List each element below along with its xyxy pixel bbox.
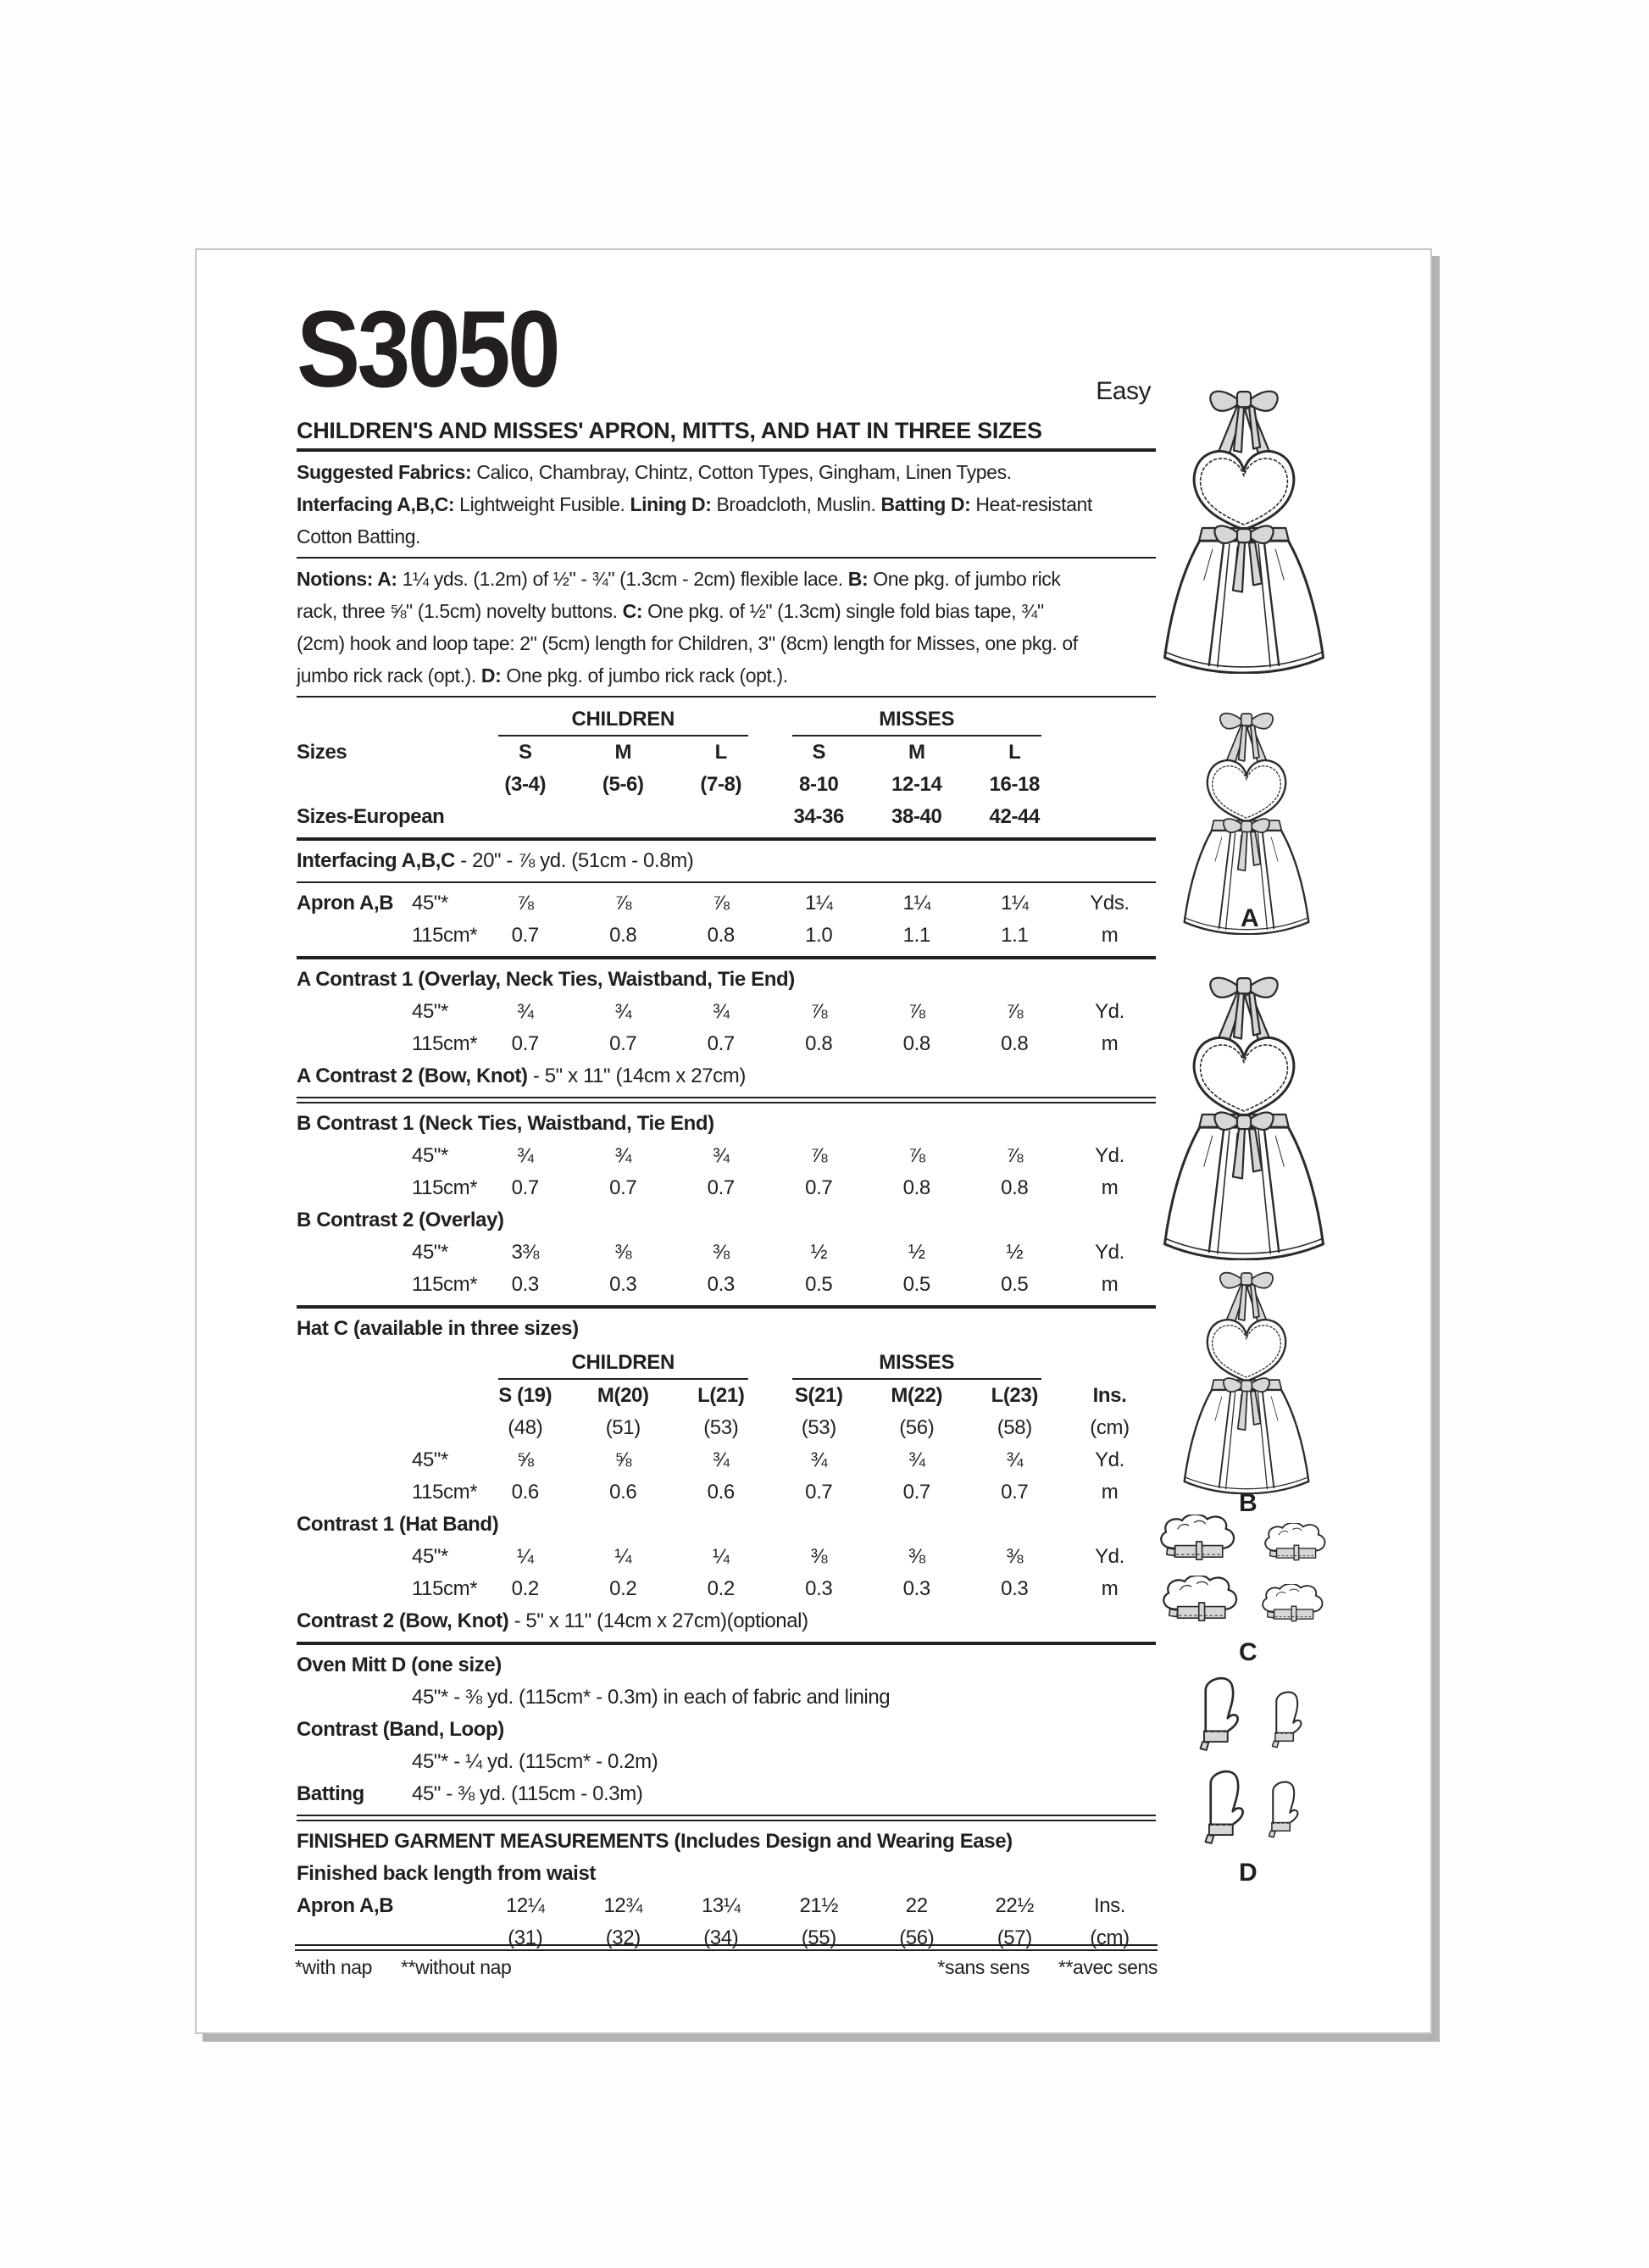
value-cell: 38-40 bbox=[891, 805, 942, 828]
value-cell: (53) bbox=[703, 1416, 739, 1439]
unit-cell: Yd. bbox=[1095, 1448, 1124, 1471]
value-cell: 0.6 bbox=[609, 1481, 637, 1504]
oven-mitt-small-illustration bbox=[1269, 1687, 1303, 1750]
text-segment: Heat-resistant bbox=[970, 493, 1092, 515]
value-cell: ⅜ bbox=[614, 1241, 632, 1264]
unit-cell: Yds. bbox=[1090, 892, 1130, 914]
divider bbox=[297, 696, 1156, 698]
section-heading-line bbox=[297, 845, 1156, 877]
footer-french-notes bbox=[937, 1956, 1158, 1979]
text-segment: Lightweight Fusible. bbox=[454, 493, 630, 515]
value-cell: ¾ bbox=[614, 1144, 632, 1167]
value-cell: 0.6 bbox=[511, 1481, 539, 1504]
difficulty-badge: Easy bbox=[1096, 377, 1151, 405]
view-d-label: D bbox=[1239, 1859, 1258, 1887]
table-row bbox=[297, 1028, 1156, 1060]
value-cell: S(21) bbox=[794, 1384, 843, 1407]
value-cell: L(23) bbox=[991, 1384, 1038, 1407]
value-cell: S bbox=[812, 741, 826, 764]
fabric-width-cell: 115cm* bbox=[412, 1273, 478, 1296]
value-cell: 21½ bbox=[799, 1894, 838, 1917]
value-cell: (58) bbox=[997, 1416, 1032, 1439]
bold-text-segment: B Contrast 2 (Overlay) bbox=[297, 1209, 504, 1231]
value-cell: ⅞ bbox=[1006, 1144, 1024, 1167]
value-cell: (5-6) bbox=[602, 773, 644, 796]
bold-text-segment: A Contrast 2 (Bow, Knot) bbox=[297, 1065, 528, 1087]
text-segment: - 5" x 11" (14cm x 27cm) bbox=[527, 1065, 746, 1087]
value-cell: (56) bbox=[899, 1926, 935, 1949]
chef-hat-small-illustration bbox=[1258, 1584, 1328, 1626]
suggested-fabrics-paragraph bbox=[297, 456, 1156, 553]
content-column bbox=[297, 250, 1156, 1954]
bold-text-segment: Finished back length from waist bbox=[297, 1862, 596, 1885]
bold-text-segment: Suggested Fabrics: bbox=[297, 461, 472, 483]
row-label-cell: Sizes bbox=[297, 741, 347, 764]
garment-line-art bbox=[1146, 369, 1366, 1920]
value-cell: 42-44 bbox=[989, 805, 1040, 828]
misses-group-header: MISSES bbox=[792, 707, 1042, 737]
apron-b-back-illustration bbox=[1176, 1260, 1317, 1494]
table-row bbox=[297, 920, 1156, 952]
value-cell: L bbox=[1008, 741, 1021, 764]
value-cell: ¾ bbox=[908, 1448, 925, 1471]
unit-cell: m bbox=[1101, 1273, 1119, 1296]
section-heading-line bbox=[297, 964, 1156, 996]
value-cell: S (19) bbox=[498, 1384, 552, 1407]
value-cell: 0.8 bbox=[707, 924, 735, 947]
labeled-yardage-line bbox=[297, 1778, 1156, 1810]
value-cell: ⅜ bbox=[1006, 1545, 1024, 1568]
table-row bbox=[297, 1476, 1156, 1509]
chef-hat-small-illustration bbox=[1261, 1523, 1330, 1565]
footer-note: *with nap bbox=[295, 1956, 373, 1978]
table-row bbox=[297, 1380, 1156, 1412]
value-cell: (34) bbox=[703, 1926, 739, 1949]
page-title: CHILDREN'S AND MISSES' APRON, MITTS, AND HAT IN THREE SIZES bbox=[297, 418, 1042, 443]
value-cell: 0.8 bbox=[902, 1176, 930, 1199]
value-cell: 0.2 bbox=[609, 1577, 637, 1600]
value-cell: 0.8 bbox=[609, 924, 637, 947]
text-segment: Cotton Batting. bbox=[297, 525, 421, 548]
value-cell: ¾ bbox=[1006, 1448, 1024, 1471]
unit-cell: (cm) bbox=[1090, 1416, 1130, 1439]
value-cell: 0.5 bbox=[1001, 1273, 1029, 1296]
text-segment: (2cm) hook and loop tape: 2" (5cm) length for Children, 3" (8cm) length for Misses, one pkg. of bbox=[297, 632, 1078, 654]
table-row bbox=[297, 769, 1156, 801]
value-cell: 22½ bbox=[995, 1894, 1034, 1917]
fabric-width-cell: 45"* bbox=[412, 1241, 448, 1264]
value-cell: ¾ bbox=[516, 1000, 534, 1023]
unit-cell: m bbox=[1101, 1577, 1119, 1600]
paragraph-line bbox=[297, 456, 1156, 488]
table-row bbox=[297, 1269, 1156, 1301]
chef-hat-large-illustration bbox=[1156, 1515, 1241, 1566]
text-segment: jumbo rick rack (opt.). bbox=[297, 664, 481, 687]
value-cell: (48) bbox=[508, 1416, 543, 1439]
value-cell: 12-14 bbox=[891, 773, 942, 796]
value-cell: ½ bbox=[1006, 1241, 1024, 1264]
pattern-number: S3050 bbox=[297, 289, 558, 410]
value-cell: 34-36 bbox=[793, 805, 844, 828]
bold-text-segment: Contrast 1 (Hat Band) bbox=[297, 1513, 499, 1536]
value-cell: 0.7 bbox=[609, 1176, 637, 1199]
table-row bbox=[297, 1541, 1156, 1573]
children-group-header: CHILDREN bbox=[498, 707, 748, 737]
apron-a-back-illustration bbox=[1176, 701, 1317, 935]
unit-cell: Ins. bbox=[1092, 1384, 1127, 1407]
section-heading-line bbox=[297, 1605, 1156, 1637]
value-cell: ¼ bbox=[712, 1545, 730, 1568]
bold-text-segment: D: bbox=[480, 664, 502, 687]
value-cell: (32) bbox=[605, 1926, 641, 1949]
indented-yardage-line: 45"* - ¼ yd. (115cm* - 0.2m) bbox=[412, 1750, 658, 1773]
bold-text-segment: Contrast 2 (Bow, Knot) bbox=[297, 1609, 509, 1632]
value-cell: M(22) bbox=[891, 1384, 943, 1407]
value-cell: 1¼ bbox=[1000, 892, 1029, 914]
section-heading-line bbox=[297, 1714, 1156, 1746]
value-cell: 0.7 bbox=[707, 1176, 735, 1199]
value-cell: 0.3 bbox=[805, 1577, 833, 1600]
value-cell: (53) bbox=[801, 1416, 836, 1439]
divider bbox=[297, 837, 1156, 841]
divider bbox=[297, 881, 1156, 883]
paragraph-line bbox=[297, 488, 1156, 520]
value-cell: ¾ bbox=[516, 1144, 534, 1167]
divider bbox=[297, 1815, 1156, 1821]
fabric-width-cell: 115cm* bbox=[412, 1032, 478, 1055]
fabric-width-cell: 115cm* bbox=[412, 1176, 478, 1199]
value-cell: ⅞ bbox=[1006, 1000, 1024, 1023]
text-segment: - 5" x 11" (14cm x 27cm)(optional) bbox=[508, 1609, 808, 1632]
value-cell: 1.1 bbox=[1001, 924, 1029, 947]
bold-text-segment: B: bbox=[847, 568, 869, 590]
value-cell: ⅜ bbox=[908, 1545, 925, 1568]
footer-nap-notes bbox=[295, 1956, 511, 1979]
fabric-width-cell: 45"* bbox=[412, 1000, 448, 1023]
text-segment: Calico, Chambray, Chintz, Cotton Types, Gingham, Linen Types. bbox=[471, 461, 1012, 483]
unit-cell: m bbox=[1101, 924, 1119, 947]
view-c-label: C bbox=[1239, 1638, 1258, 1666]
size-group-header-row bbox=[297, 1345, 1156, 1380]
bold-text-segment: Interfacing A,B,C: bbox=[297, 493, 455, 515]
section-heading-line bbox=[297, 1826, 1156, 1858]
bold-text-segment: C: bbox=[622, 600, 643, 622]
value-cell: 1.0 bbox=[805, 924, 833, 947]
value-cell: 0.7 bbox=[511, 1032, 539, 1055]
table-row bbox=[297, 1444, 1156, 1476]
value-cell: M bbox=[908, 741, 925, 764]
value-cell: ½ bbox=[908, 1241, 925, 1264]
bold-text-segment: Lining D: bbox=[630, 493, 712, 515]
bold-text-segment: Interfacing A,B,C bbox=[297, 849, 455, 872]
divider bbox=[297, 448, 1156, 452]
fabric-width-cell: 45"* bbox=[412, 1448, 448, 1471]
fabric-width-cell: 115cm* bbox=[412, 1481, 478, 1504]
divider bbox=[297, 956, 1156, 959]
row-label-cell: Apron A,B bbox=[297, 892, 394, 914]
value-cell: ¼ bbox=[516, 1545, 534, 1568]
value-cell: 12¾ bbox=[603, 1894, 642, 1917]
view-a-label: A bbox=[1241, 904, 1260, 932]
value-cell: (56) bbox=[899, 1416, 935, 1439]
text-segment: - 20" - ⅞ yd. (51cm - 0.8m) bbox=[455, 849, 694, 872]
value-cell: 0.6 bbox=[707, 1481, 735, 1504]
value-cell: 1.1 bbox=[902, 924, 930, 947]
fabric-width-cell: 115cm* bbox=[412, 924, 478, 947]
value-cell: 0.8 bbox=[902, 1032, 930, 1055]
indented-yardage-line: 45"* - ⅜ yd. (115cm* - 0.3m) in each of fabric and lining bbox=[412, 1686, 891, 1709]
section-heading-line bbox=[297, 1649, 1156, 1682]
paragraph-line bbox=[297, 595, 1156, 627]
value-cell: ¾ bbox=[810, 1448, 828, 1471]
unit-cell: m bbox=[1101, 1481, 1119, 1504]
value-cell: ⅜ bbox=[810, 1545, 828, 1568]
value-cell: 0.7 bbox=[511, 1176, 539, 1199]
value-cell: ⅞ bbox=[810, 1144, 828, 1167]
bold-text-segment: FINISHED GARMENT MEASUREMENTS (Includes Design and Wearing Ease) bbox=[297, 1830, 1013, 1853]
table-row bbox=[297, 996, 1156, 1028]
bold-text-segment: Batting D: bbox=[880, 493, 971, 515]
value-cell: 22 bbox=[905, 1894, 928, 1917]
table-row bbox=[297, 1140, 1156, 1172]
value-cell: L(21) bbox=[697, 1384, 745, 1407]
misses-group-header: MISSES bbox=[792, 1350, 1042, 1380]
section-heading-line bbox=[297, 1204, 1156, 1237]
table-row bbox=[297, 887, 1156, 920]
bold-text-segment: Contrast (Band, Loop) bbox=[297, 1718, 504, 1741]
pattern-envelope-back bbox=[195, 248, 1432, 2034]
text-segment: One pkg. of ½" (1.3cm) single fold bias tape, ¾" bbox=[642, 600, 1044, 622]
unit-cell: (cm) bbox=[1090, 1926, 1130, 1949]
value-cell: 1¼ bbox=[804, 892, 833, 914]
unit-cell: Yd. bbox=[1095, 1000, 1124, 1023]
children-group-header: CHILDREN bbox=[498, 1350, 748, 1380]
paragraph-line bbox=[297, 520, 1156, 553]
value-cell: ¾ bbox=[712, 1144, 730, 1167]
footer-note: **without nap bbox=[401, 1956, 512, 1978]
paragraph-line bbox=[297, 659, 1156, 692]
value-cell: S bbox=[518, 741, 532, 764]
apron-a-front-illustration bbox=[1154, 375, 1334, 674]
section-heading-line bbox=[297, 1509, 1156, 1541]
text-segment: One pkg. of jumbo rick bbox=[868, 568, 1061, 590]
divider bbox=[297, 1097, 1156, 1103]
text-segment: Broadcloth, Muslin. bbox=[711, 493, 881, 515]
value-cell: 13¼ bbox=[701, 1894, 741, 1917]
unit-cell: Yd. bbox=[1095, 1241, 1124, 1264]
value-cell: 0.3 bbox=[609, 1273, 637, 1296]
divider bbox=[297, 1642, 1156, 1645]
value-cell: 0.7 bbox=[805, 1481, 833, 1504]
bold-text-segment: Notions: A: bbox=[297, 568, 397, 590]
row-label-cell: Sizes-European bbox=[297, 805, 445, 828]
value-cell: (31) bbox=[508, 1926, 543, 1949]
value-cell: ⅞ bbox=[516, 892, 534, 914]
apron-b-front-illustration bbox=[1154, 962, 1334, 1260]
value-cell: ⅞ bbox=[908, 1000, 925, 1023]
section-heading-line bbox=[297, 1313, 1156, 1345]
value-cell: ⅞ bbox=[712, 892, 730, 914]
text-segment: 1¼ yds. (1.2m) of ½" - ¾" (1.3cm - 2cm) flexible lace. bbox=[397, 568, 848, 590]
value-cell: 0.8 bbox=[1001, 1176, 1029, 1199]
value-cell: 0.7 bbox=[902, 1481, 930, 1504]
table-row bbox=[297, 801, 1156, 833]
value-cell: 0.8 bbox=[1001, 1032, 1029, 1055]
value-cell: (55) bbox=[801, 1926, 836, 1949]
value-cell: 0.3 bbox=[902, 1577, 930, 1600]
paragraph-line bbox=[297, 627, 1156, 659]
table-row bbox=[297, 1573, 1156, 1605]
unit-cell: Yd. bbox=[1095, 1144, 1124, 1167]
value-cell: 12¼ bbox=[505, 1894, 545, 1917]
yardage-table bbox=[297, 702, 1156, 1954]
size-group-header-row bbox=[297, 702, 1156, 737]
value-cell: (7-8) bbox=[700, 773, 742, 796]
yardage-text: 45" - ⅜ yd. (115cm - 0.3m) bbox=[412, 1782, 643, 1805]
table-row bbox=[297, 737, 1156, 769]
value-cell: M(20) bbox=[597, 1384, 649, 1407]
value-cell: 0.7 bbox=[707, 1032, 735, 1055]
bold-text-segment: A Contrast 1 (Overlay, Neck Ties, Waistband, Tie End) bbox=[297, 968, 795, 991]
value-cell: 0.7 bbox=[511, 924, 539, 947]
value-cell: (51) bbox=[605, 1416, 641, 1439]
text-segment: rack, three ⅝" (1.5cm) novelty buttons. bbox=[297, 600, 623, 622]
value-cell: ⅞ bbox=[908, 1144, 925, 1167]
bold-text-segment: Oven Mitt D (one size) bbox=[297, 1654, 502, 1676]
value-cell: ⅜ bbox=[712, 1241, 730, 1264]
value-cell: 0.7 bbox=[805, 1176, 833, 1199]
value-cell: 0.3 bbox=[707, 1273, 735, 1296]
value-cell: 0.5 bbox=[805, 1273, 833, 1296]
chef-hat-large-illustration bbox=[1158, 1576, 1243, 1627]
value-cell: 0.2 bbox=[511, 1577, 539, 1600]
oven-mitt-large-illustration bbox=[1196, 1674, 1241, 1752]
footer bbox=[295, 1956, 1158, 1979]
bold-text-segment: Hat C (available in three sizes) bbox=[297, 1317, 579, 1340]
value-cell: ⅞ bbox=[614, 892, 632, 914]
divider bbox=[297, 1305, 1156, 1309]
fabric-width-cell: 45"* bbox=[412, 892, 448, 914]
view-b-label: B bbox=[1239, 1489, 1258, 1517]
value-cell: 0.7 bbox=[609, 1032, 637, 1055]
value-cell: 0.5 bbox=[902, 1273, 930, 1296]
value-cell: 8-10 bbox=[799, 773, 839, 796]
row-label: Batting bbox=[297, 1782, 364, 1805]
footer-note: *sans sens bbox=[937, 1956, 1030, 1978]
table-row bbox=[297, 1890, 1156, 1922]
value-cell: ⅞ bbox=[810, 1000, 828, 1023]
value-cell: ¾ bbox=[614, 1000, 632, 1023]
unit-cell: m bbox=[1101, 1032, 1119, 1055]
value-cell: L bbox=[714, 741, 727, 764]
section-heading-line bbox=[297, 1060, 1156, 1092]
value-cell: (57) bbox=[997, 1926, 1032, 1949]
value-cell: 3⅜ bbox=[511, 1241, 540, 1264]
unit-cell: Ins. bbox=[1093, 1894, 1126, 1917]
value-cell: 0.7 bbox=[1001, 1481, 1029, 1504]
value-cell: ¼ bbox=[614, 1545, 632, 1568]
value-cell: M bbox=[614, 741, 632, 764]
value-cell: 0.3 bbox=[1001, 1577, 1029, 1600]
oven-mitt-small-illustration bbox=[1266, 1777, 1300, 1840]
fabric-width-cell: 45"* bbox=[412, 1545, 448, 1568]
footer-note: **avec sens bbox=[1058, 1956, 1158, 1978]
value-cell: 0.3 bbox=[511, 1273, 539, 1296]
section-heading-line bbox=[297, 1108, 1156, 1140]
unit-cell: Yd. bbox=[1095, 1545, 1124, 1568]
value-cell: ⅝ bbox=[516, 1448, 534, 1471]
value-cell: 0.8 bbox=[805, 1032, 833, 1055]
value-cell: 0.2 bbox=[707, 1577, 735, 1600]
fabric-width-cell: 115cm* bbox=[412, 1577, 478, 1600]
value-cell: ⅝ bbox=[614, 1448, 632, 1471]
paragraph-line bbox=[297, 563, 1156, 595]
section-heading-line bbox=[297, 1858, 1156, 1890]
row-label-cell: Apron A,B bbox=[297, 1894, 394, 1917]
footer-divider bbox=[295, 1944, 1158, 1951]
unit-cell: m bbox=[1101, 1176, 1119, 1199]
text-segment: One pkg. of jumbo rick rack (opt.). bbox=[501, 664, 788, 687]
divider bbox=[297, 557, 1156, 559]
value-cell: ½ bbox=[810, 1241, 828, 1264]
table-row bbox=[297, 1412, 1156, 1444]
notions-paragraph bbox=[297, 563, 1156, 692]
value-cell: (3-4) bbox=[504, 773, 547, 796]
table-row bbox=[297, 1172, 1156, 1204]
bold-text-segment: B Contrast 1 (Neck Ties, Waistband, Tie End) bbox=[297, 1112, 714, 1135]
fabric-width-cell: 45"* bbox=[412, 1144, 448, 1167]
value-cell: ¾ bbox=[712, 1000, 730, 1023]
table-row bbox=[297, 1237, 1156, 1269]
value-cell: ¾ bbox=[712, 1448, 730, 1471]
value-cell: 16-18 bbox=[989, 773, 1040, 796]
oven-mitt-large-illustration bbox=[1202, 1767, 1246, 1845]
value-cell: 1¼ bbox=[902, 892, 931, 914]
